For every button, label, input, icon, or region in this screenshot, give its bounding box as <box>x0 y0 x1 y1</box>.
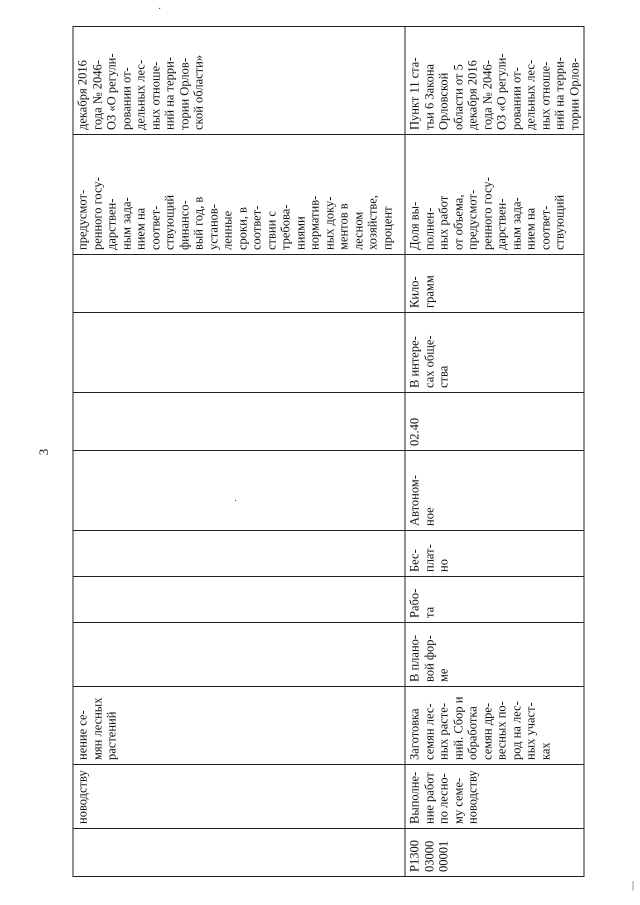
table-cell: Р1300 03000 00001 <box>405 829 584 877</box>
table-cell: В плано- вой фор- ме <box>405 623 584 687</box>
table-row <box>73 27 405 877</box>
table-cell: Доля вы- полнен- ных работ от объема, предусмот- ренного госу- дарствен- ным зада- нием на соответ- ствующий <box>405 135 584 255</box>
page-number: 3 <box>36 448 51 456</box>
table-cell <box>73 451 405 531</box>
table-cell <box>73 577 405 623</box>
table-cell <box>73 313 405 393</box>
table-cell: Автоном- ное <box>405 451 584 531</box>
table-cell <box>73 829 405 877</box>
table-cell <box>73 393 405 451</box>
table-cell: В интере- сах обще- ства <box>405 313 584 393</box>
table-cell: нение се- мян лесных растений <box>73 687 405 765</box>
scan-speck: | <box>632 880 635 891</box>
table-cell: Кило- грамм <box>405 255 584 313</box>
scan-speck: · <box>158 4 162 15</box>
scan-speck: · <box>234 496 238 507</box>
table-cell: Пункт 11 ста- тьи 6 Закона Орловской области от 5 декабря 2016 года № 2046- ОЗ «О регули- ровании от- дельных лес- ных отноше- ний на терри- тории Орлов- <box>405 27 584 135</box>
table-cell: Выполне- ние работ по лесно- му семе- новодству <box>405 765 584 829</box>
table-cell <box>73 255 405 313</box>
table-cell <box>73 623 405 687</box>
table-cell: декабря 2016 года № 2046- ОЗ «О регули- ровании от- дельных лес- ных отноше- ний на терри- тории Орлов- ской области» <box>73 27 405 135</box>
table-row <box>405 27 584 877</box>
table-cell <box>73 531 405 577</box>
table-cell: новодству <box>73 765 405 829</box>
table-cell: предусмот- ренного госу- дарствен- ным зада- нием на соответ- ствующий финансо- вый год, в установ- ленные сроки, в соответ- ствии с требова- ниями норматив- ных доку- ментов в лесном хозяйстве, процент <box>73 135 405 255</box>
rotated-table-container <box>73 27 581 877</box>
table-cell: 02.40 <box>405 393 584 451</box>
table-cell: Заготовка семян лес- ных расте- ний. Сбор и обработка семян дре- весных по- род на лес- ных участ- ках <box>405 687 584 765</box>
table-cell: Бес- плат- но <box>405 531 584 577</box>
services-table <box>73 26 585 877</box>
table-cell: Рабо- та <box>405 577 584 623</box>
